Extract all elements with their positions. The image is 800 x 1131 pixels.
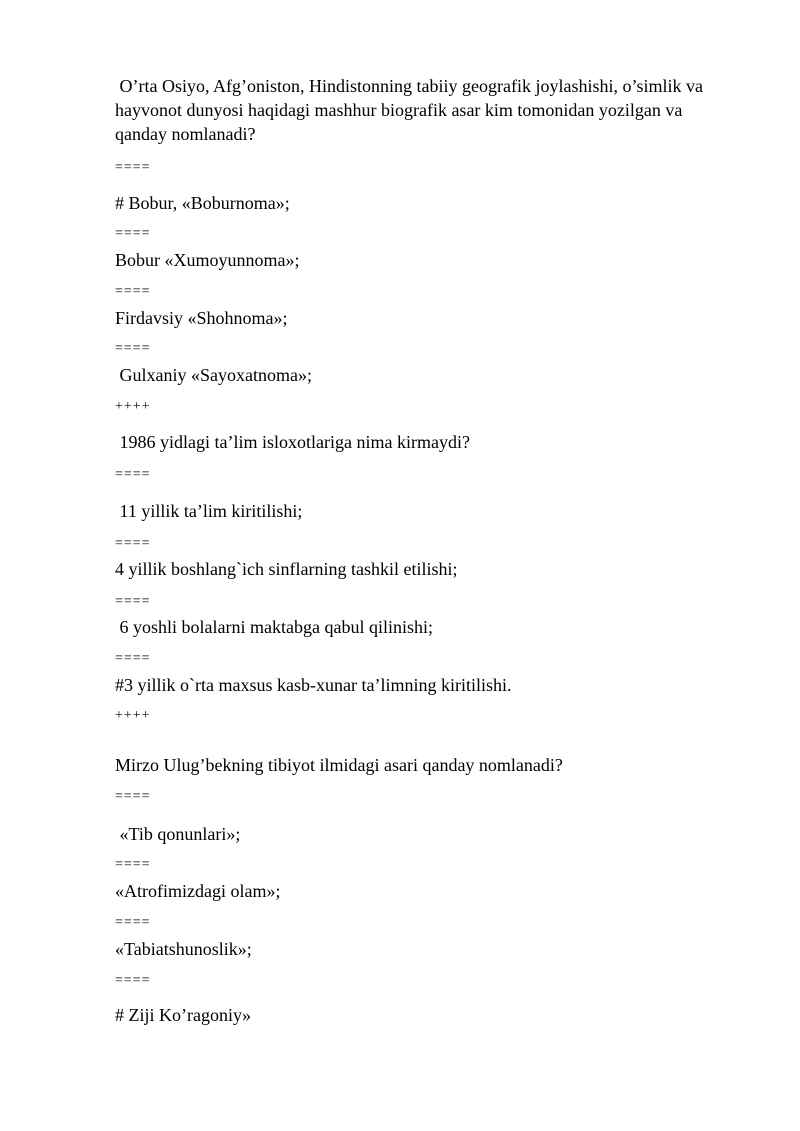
separator: ==== — [115, 341, 151, 356]
separator: ==== — [115, 536, 151, 551]
question-separator: ++++ — [115, 708, 151, 723]
question-3-answer-3: «Tabiatshunoslik»; — [115, 939, 252, 959]
separator: ==== — [115, 789, 151, 804]
question-2-answer-3: 6 yoshli bolalarni maktabga qabul qilinishi; — [115, 617, 433, 637]
question-2-text: 1986 yidlagi ta’lim isloxotlariga nima kirmaydi? — [115, 432, 470, 452]
separator: ==== — [115, 651, 151, 666]
question-1-answer-2: Bobur «Xumoyunnoma»; — [115, 250, 300, 270]
separator: ==== — [115, 594, 151, 609]
separator: ==== — [115, 973, 151, 988]
question-1-answer-1: # Bobur, «Boburnoma»; — [115, 193, 290, 213]
question-separator: ++++ — [115, 399, 151, 414]
separator: ==== — [115, 226, 151, 241]
question-1-text: O’rta Osiyo, Afg’oniston, Hindistonning tabiiy geografik joylashishi, o’simlik va hayvonot dunyosi haqidagi mashhur biografik asar kim tomonidan yozilgan va qanday nomlanadi? — [115, 76, 708, 144]
separator: ==== — [115, 857, 151, 872]
separator: ==== — [115, 160, 151, 175]
separator: ==== — [115, 467, 151, 482]
question-2-answer-1: 11 yillik ta’lim kiritilishi; — [115, 501, 303, 521]
question-3-answer-2: «Atrofimizdagi olam»; — [115, 881, 281, 901]
separator: ==== — [115, 284, 151, 299]
question-2-answer-2: 4 yillik boshlang`ich sinflarning tashkil etilishi; — [115, 559, 458, 579]
question-1-answer-4: Gulxaniy «Sayoxatnoma»; — [115, 365, 312, 385]
question-3-answer-4: # Ziji Ko’ragoniy» — [115, 1005, 251, 1025]
question-3-text: Mirzo Ulug’bekning tibiyot ilmidagi asari qanday nomlanadi? — [115, 755, 563, 775]
separator: ==== — [115, 915, 151, 930]
question-3-answer-1: «Tib qonunlari»; — [115, 824, 241, 844]
question-2-answer-4: #3 yillik o`rta maxsus kasb-xunar ta’limning kiritilishi. — [115, 675, 512, 695]
question-1-answer-3: Firdavsiy «Shohnoma»; — [115, 308, 288, 328]
